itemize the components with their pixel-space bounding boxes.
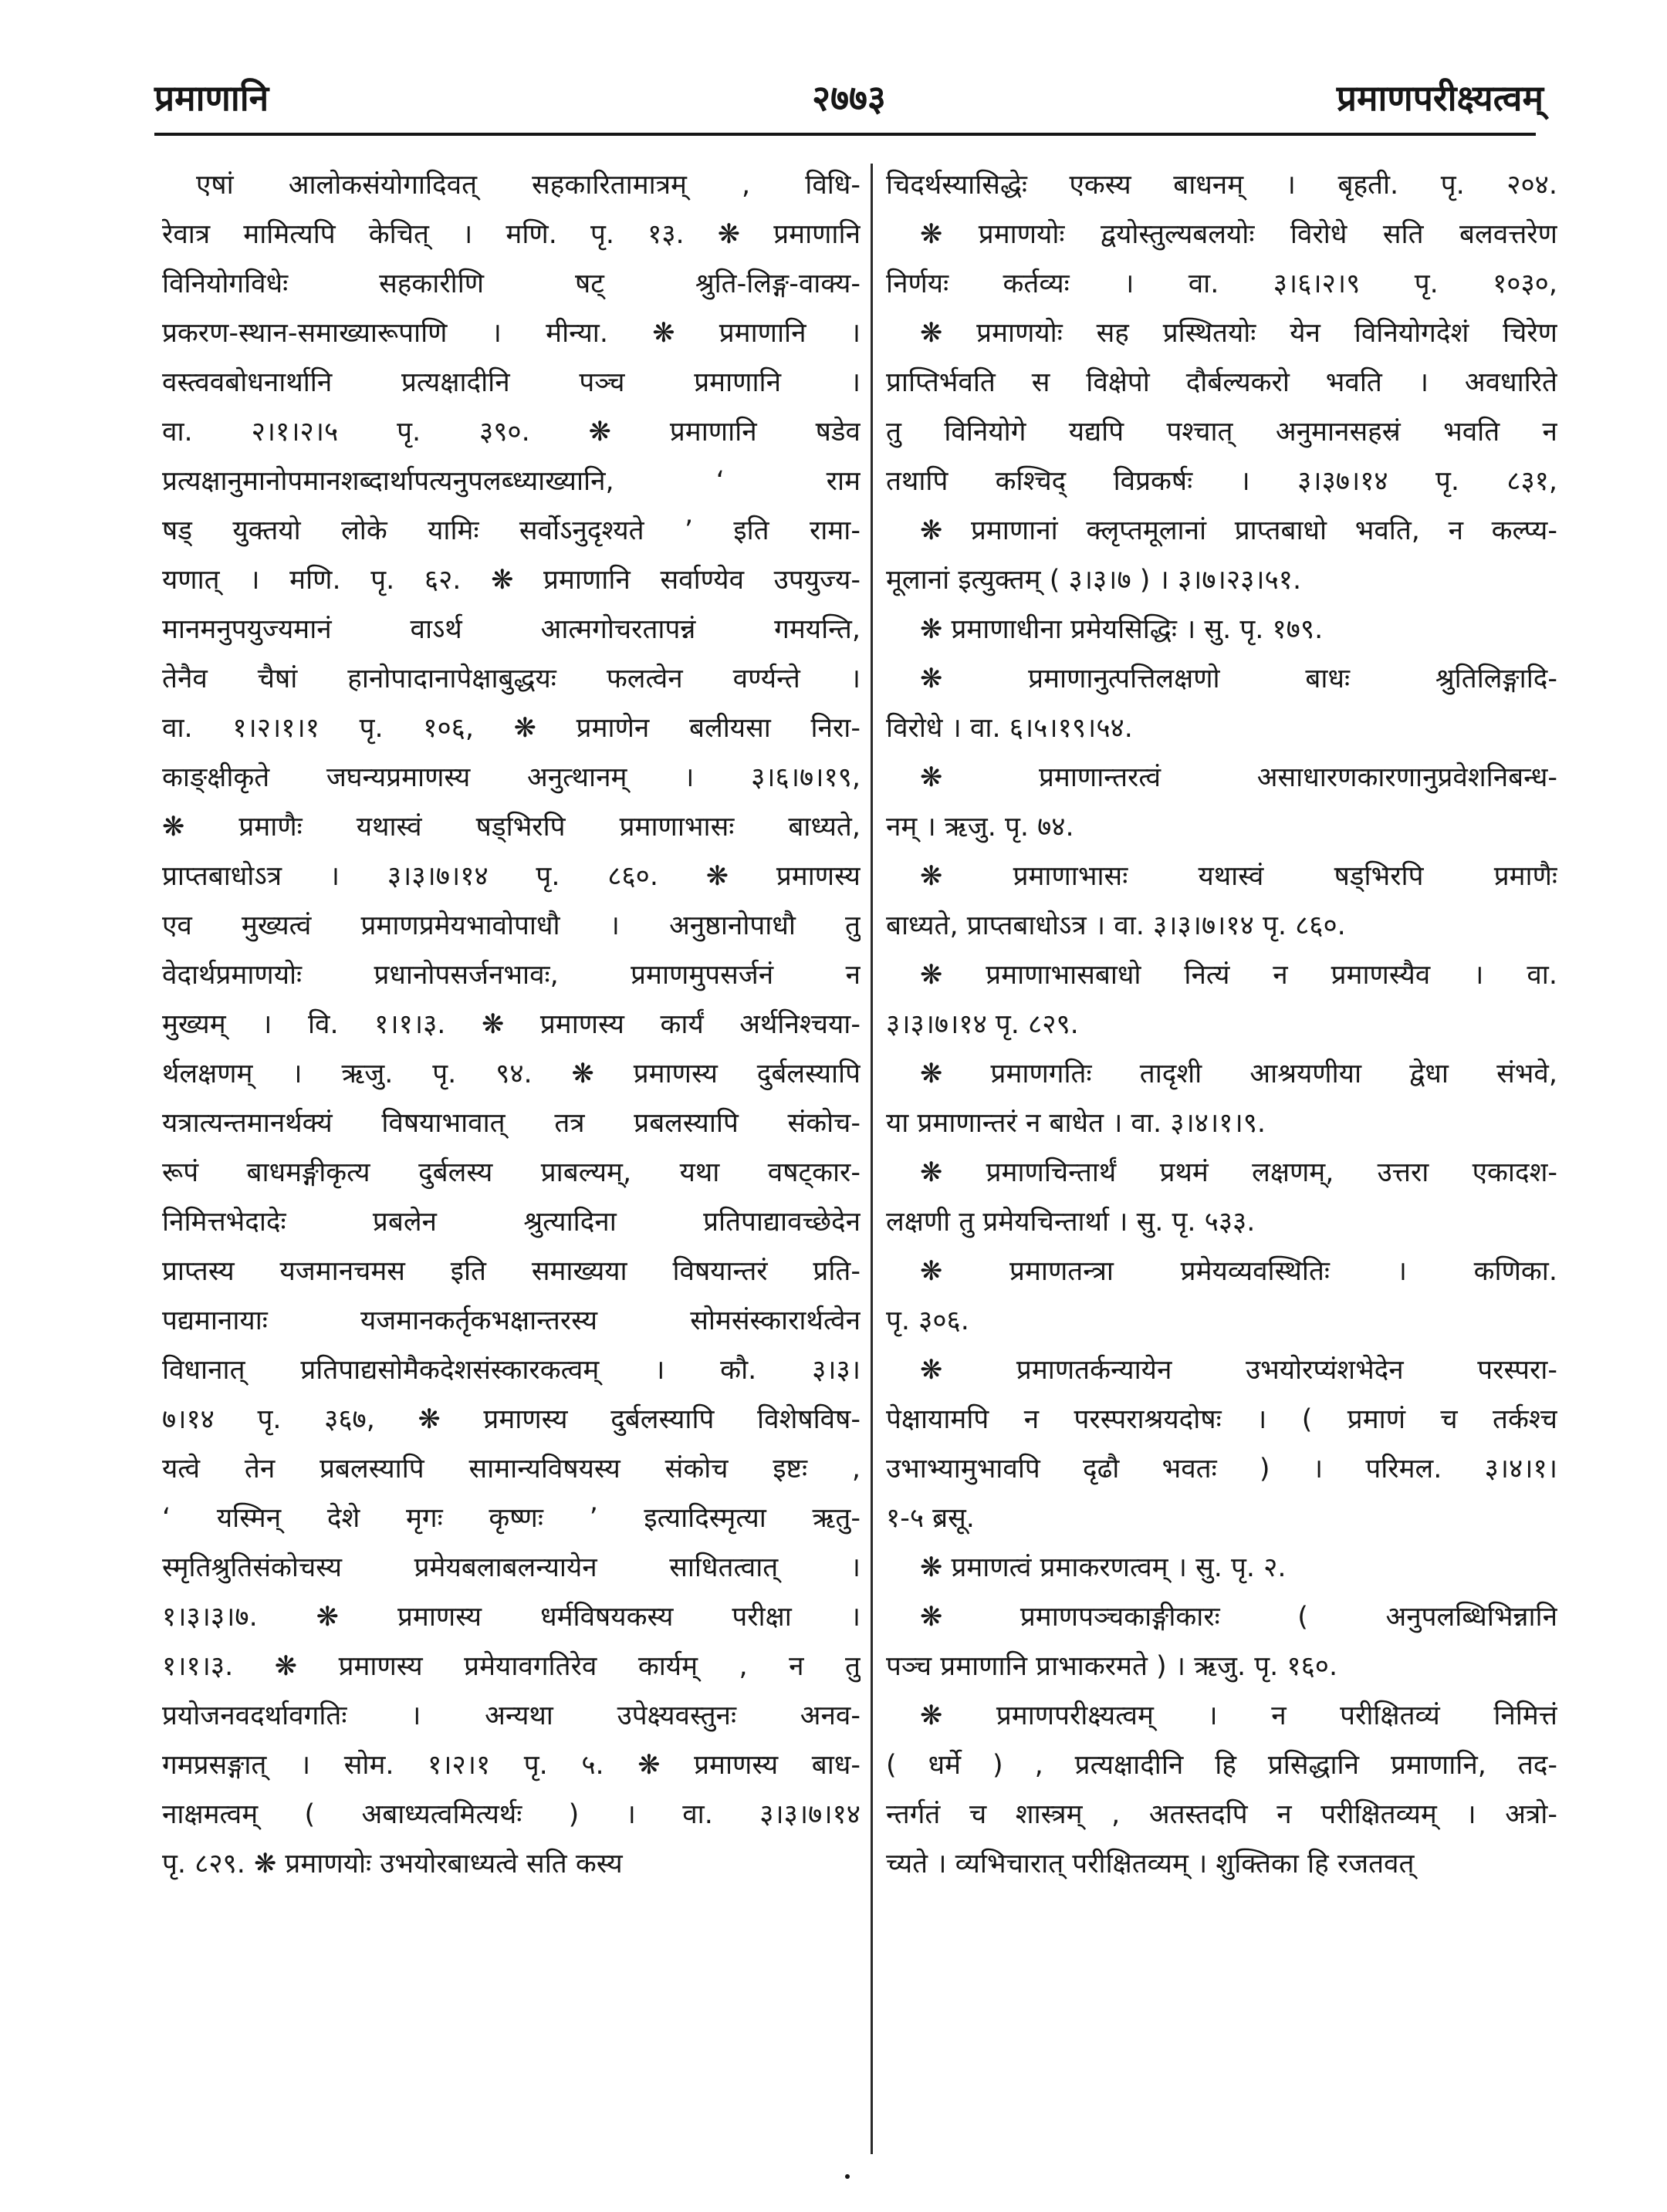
text-line: ‘ यस्मिन् देशे मृगः कृष्णः ’ इत्यादिस्मृत्या ऋतु- <box>162 1503 861 1534</box>
text-line: प्रकरण-स्थान-समाख्यारूपाणि । मीन्या. ❋ प्रमाणानि । <box>162 318 861 349</box>
text-line: ❋ प्रमाणतर्कन्यायेन उभयोरप्यंशभेदेन परस्परा- <box>920 1355 1557 1386</box>
text-line: १-५ ब्रसू. <box>886 1503 975 1534</box>
text-line: विरोधे । वा. ६।५।१९।५४. <box>886 713 1133 744</box>
text-line: मूलानां इत्युक्तम् ( ३।३।७ ) । ३।७।२३।५१. <box>886 565 1302 596</box>
left-column <box>162 160 861 2159</box>
text-line: ❋ प्रमाणपञ्चकाङ्गीकारः ( अनुपलब्धिभिन्नानि <box>920 1602 1557 1633</box>
text-line: पद्यमानायाः यजमानकर्तृकभक्षान्तरस्य सोमसंस्कारार्थत्वेन <box>162 1305 861 1336</box>
text-line: ( धर्मे ) , प्रत्यक्षादीनि हि प्रसिद्धानि प्रमाणानि, तद- <box>886 1750 1557 1781</box>
text-line: निमित्तभेदादेः प्रबलेन श्रुत्यादिना प्रतिपाद्यावच्छेदेन <box>162 1207 861 1238</box>
text-line: प्राप्तस्य यजमानचमस इति समाख्यया विषयान्तरं प्रति- <box>162 1256 861 1287</box>
text-line: वेदार्थप्रमाणयोः प्रधानोपसर्जनभावः, प्रमाणमुपसर्जनं न <box>162 960 861 991</box>
text-line: या प्रमाणान्तरं न बाधेत । वा. ३।४।१।९. <box>886 1108 1266 1139</box>
text-line: ३।३।७।१४ पृ. ८२९. <box>886 1009 1079 1040</box>
text-line: ❋ प्रमाणतन्त्रा प्रमेयव्यवस्थितिः । कणिका. <box>920 1256 1557 1287</box>
page-header <box>154 71 1544 125</box>
text-line: ❋ प्रमाणत्वं प्रमाकरणत्वम् । सु. पृ. २. <box>920 1552 1287 1583</box>
text-line: रेवात्र मामित्यपि केचित् । मणि. पृ. १३. ❋ प्रमाणानि <box>162 219 861 250</box>
text-line: १।१।३. ❋ प्रमाणस्य प्रमेयावगतिरेव कार्यम् , न तु <box>162 1651 861 1682</box>
text-line: वा. २।१।२।५ पृ. ३९०. ❋ प्रमाणानि षडेव <box>162 417 861 447</box>
footer-mark <box>845 2174 850 2179</box>
text-line: ❋ प्रमाणाभासबाधो नित्यं न प्रमाणस्यैव । वा. <box>920 960 1557 991</box>
text-line: तथापि कश्चिद् विप्रकर्षः । ३।३७।१४ पृ. ८३१, <box>886 466 1557 497</box>
text-line: १।३।३।७. ❋ प्रमाणस्य धर्मविषयकस्य परीक्षा । <box>162 1602 861 1633</box>
text-line: ❋ प्रमाणपरीक्ष्यत्वम् । न परीक्षितव्यं निमित्तं <box>920 1700 1557 1731</box>
text-line: उभाभ्यामुभावपि दृढौ भवतः ) । परिमल. ३।४।१। <box>886 1454 1557 1484</box>
text-line: प्राप्तिर्भवति स विक्षेपो दौर्बल्यकरो भवति । अवधारिते <box>886 367 1557 398</box>
text-line: यणात् । मणि. पृ. ६२. ❋ प्रमाणानि सर्वाण्येव उपयुज्य- <box>162 565 861 596</box>
text-line: वस्त्ववबोधनार्थानि प्रत्यक्षादीनि पञ्च प्रमाणानि । <box>162 367 861 398</box>
text-line: च्यते । व्यभिचारात् परीक्षितव्यम् । शुक्तिका हि रजतवत् <box>886 1849 1415 1879</box>
column-divider <box>871 164 873 2154</box>
text-line: तेनैव चैषां हानोपादानापेक्षाबुद्धयः फलत्वेन वर्ण्यन्ते । <box>162 664 861 694</box>
text-line: काङ्क्षीकृते जघन्यप्रमाणस्य अनुत्थानम् । ३।६।७।१९, <box>162 762 861 793</box>
text-line: लक्षणी तु प्रमेयचिन्तार्था । सु. पृ. ५३३. <box>886 1207 1256 1238</box>
text-line: ❋ प्रमाणचिन्तार्थं प्रथमं लक्षणम्, उत्तरा एकादश- <box>920 1157 1557 1188</box>
text-line: षड् युक्तयो लोके यामिः सर्वोऽनुदृश्यते ’ इति रामा- <box>162 515 861 546</box>
text-line: एषां आलोकसंयोगादिवत् सहकारितामात्रम् , विधि- <box>196 170 861 201</box>
running-head-right: प्रमाणपरीक्ष्यत्वम् <box>1336 77 1544 119</box>
text-line: ❋ प्रमाणगतिः तादृशी आश्रयणीया द्वेधा संभवे, <box>920 1059 1557 1089</box>
text-line: पञ्च प्रमाणानि प्राभाकरमते ) । ऋजु. पृ. १६०. <box>886 1651 1338 1682</box>
text-line: ❋ प्रमाणाभासः यथास्वं षड्भिरपि प्रमाणैः <box>920 861 1557 892</box>
text-line: र्थलक्षणम् । ऋजु. पृ. ९४. ❋ प्रमाणस्य दुर्बलस्यापि <box>162 1059 861 1089</box>
right-column <box>886 160 1557 2159</box>
text-line: प्रयोजनवदर्थावगतिः । अन्यथा उपेक्ष्यवस्तुनः अनव- <box>162 1700 861 1731</box>
text-line: ❋ प्रमाणानुत्पत्तिलक्षणो बाधः श्रुतिलिङ्गादि- <box>920 664 1557 694</box>
text-line: मुख्यम् । वि. १।१।३. ❋ प्रमाणस्य कार्यं अर्थनिश्चया- <box>162 1009 861 1040</box>
text-line: मानमनुपयुज्यमानं वाऽर्थ आत्मगोचरतापन्नं गमयन्ति, <box>162 614 861 645</box>
text-line: पृ. ३०६. <box>886 1305 969 1336</box>
text-line: नम् । ऋजु. पृ. ७४. <box>886 812 1074 843</box>
text-line: ❋ प्रमाणयोः सह प्रस्थितयोः येन विनियोगदेशं चिरेण <box>920 318 1557 349</box>
text-line: एव मुख्यत्वं प्रमाणप्रमेयभावोपाधौ । अनुष्ठानोपाधौ तु <box>162 910 861 941</box>
text-line: स्मृतिश्रुतिसंकोचस्य प्रमेयबलाबलन्यायेन साधितत्वात् । <box>162 1552 861 1583</box>
text-line: प्रत्यक्षानुमानोपमानशब्दार्थापत्यनुपलब्ध्याख्यानि, ‘ राम <box>162 466 861 497</box>
page-number: २७७३ <box>812 77 886 119</box>
text-line: नाक्षमत्वम् ( अबाध्यत्वमित्यर्थः ) । वा. ३।३।७।१४ <box>162 1799 861 1830</box>
text-line: वा. १।२।१।१ पृ. १०६, ❋ प्रमाणेन बलीयसा निरा- <box>162 713 861 744</box>
text-line: प्राप्तबाधोऽत्र । ३।३।७।१४ पृ. ८६०. ❋ प्रमाणस्य <box>162 861 861 892</box>
text-line: पृ. ८२९. ❋ प्रमाणयोः उभयोरबाध्यत्वे सति कस्य <box>162 1849 623 1879</box>
text-line: यत्रात्यन्तमानर्थक्यं विषयाभावात् तत्र प्रबलस्यापि संकोच- <box>162 1108 861 1139</box>
text-line: ❋ प्रमाणयोः द्वयोस्तुल्यबलयोः विरोधे सति बलवत्तरेण <box>920 219 1557 250</box>
text-line: विधानात् प्रतिपाद्यसोमैकदेशसंस्कारकत्वम् । कौ. ३।३। <box>162 1355 861 1386</box>
text-line: चिदर्थस्यासिद्धेः एकस्य बाधनम् । बृहती. पृ. २०४. <box>886 170 1557 201</box>
text-line: ❋ प्रमाणाधीना प्रमेयसिद्धिः । सु. पृ. १७९. <box>920 614 1324 645</box>
text-line: ❋ प्रमाणान्तरत्वं असाधारणकारणानुप्रवेशनिबन्ध- <box>920 762 1557 793</box>
header-rule <box>154 133 1536 136</box>
text-line: रूपं बाधमङ्गीकृत्य दुर्बलस्य प्राबल्यम्, यथा वषट्कार- <box>162 1157 861 1188</box>
text-line: ❋ प्रमाणैः यथास्वं षड्भिरपि प्रमाणाभासः बाध्यते, <box>162 812 861 843</box>
text-line: यत्वे तेन प्रबलस्यापि सामान्यविषयस्य संकोच इष्टः , <box>162 1454 861 1484</box>
text-line: बाध्यते, प्राप्तबाधोऽत्र । वा. ३।३।७।१४ पृ. ८६०. <box>886 910 1346 941</box>
text-line: गमप्रसङ्गात् । सोम. १।२।१ पृ. ५. ❋ प्रमाणस्य बाध- <box>162 1750 861 1781</box>
text-line: विनियोगविधेः सहकारीणि षट् श्रुति-लिङ्ग-वाक्य- <box>162 268 861 299</box>
text-line: निर्णयः कर्तव्यः । वा. ३।६।२।९ पृ. १०३०, <box>886 268 1557 299</box>
text-line: न्तर्गतं च शास्त्रम् , अतस्तदपि न परीक्षितव्यम् । अत्रो- <box>886 1799 1557 1830</box>
text-line: तु विनियोगे यद्यपि पश्चात् अनुमानसहस्रं भवति न <box>886 417 1557 447</box>
text-line: ७।१४ पृ. ३६७, ❋ प्रमाणस्य दुर्बलस्यापि विशेषविष- <box>162 1404 861 1435</box>
running-head-left: प्रमाणानि <box>154 77 269 119</box>
text-line: ❋ प्रमाणानां क्लृप्तमूलानां प्राप्तबाधो भवति, न कल्प्य- <box>920 515 1557 546</box>
text-line: पेक्षायामपि न परस्पराश्रयदोषः । ( प्रमाणं च तर्कश्च <box>886 1404 1557 1435</box>
